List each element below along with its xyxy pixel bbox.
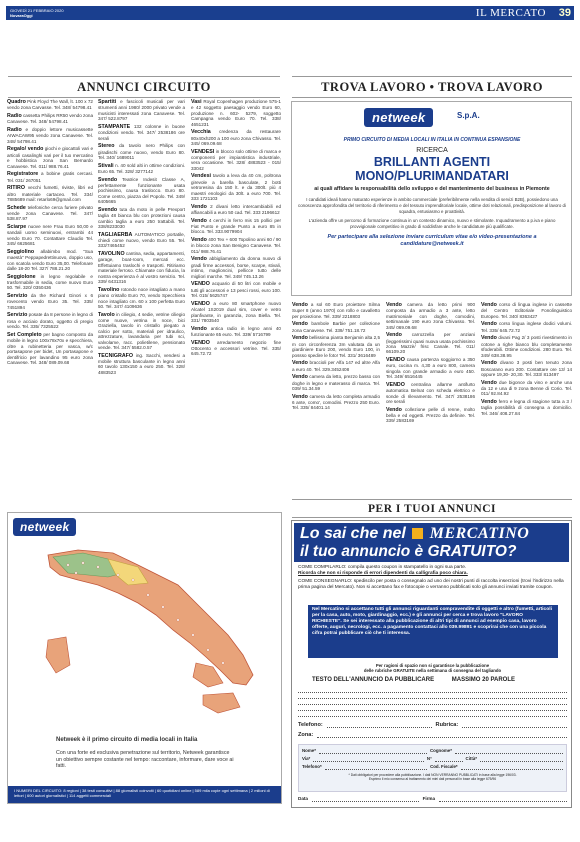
ad-text: due bigonce da vino e anche una da 12 e una di 9 zona Benne di Corio. Tel. 011/ 92.84.92 — [481, 379, 572, 397]
ad-heading: Vendo — [191, 256, 207, 263]
ad-text: camera da letto, prezzo basso con doghe in legno e materasso di marca. Tel. 039/ 51.34.59 — [292, 374, 380, 392]
firma-field[interactable] — [439, 796, 567, 802]
ad-heading: Spartiti — [98, 99, 117, 105]
ad-text: Royal Copenhagen produzione 575-1 e 42 soggetto paesaggio vendo Euro 60, produzione n. 602- 5279, soggetto Campagna vendo Euro 70. Tel. 338/ 4651231 — [191, 99, 281, 127]
classified-ad — [481, 399, 572, 416]
classified-ad — [98, 163, 185, 175]
privacy-note: * Dati obbligatori per procedere alla pubblicazione. I dati NON VERRANNO PUBBLICATI in base alla legge 196/03. Esprimo il mio consenso al trattamento dei miei dati personali in base alla legge 675/96 — [348, 773, 517, 781]
data-field[interactable] — [312, 796, 419, 802]
ad-text: 400 Tex + 600 Topolino anni 60 / 90 in blocco zona San Benigno Canavese. Tel. 011/ 988.76.41 — [191, 237, 281, 254]
header-date: GIOVEDÌ 21 FEBBRAIO 2020 — [10, 8, 64, 13]
title-trova-lavoro: TROVA LAVORO • TROVA LAVORO — [292, 80, 572, 95]
codice-fiscale-field[interactable] — [461, 764, 563, 770]
ad-text: causa partenza soggiorno a 350 euro, cucina m. 4,30 a euro 800, camera singola con grande armadio a euro 450. Tel. 349/ 6516445 — [386, 357, 475, 380]
telefono-2-field[interactable] — [325, 764, 427, 770]
title-annunci-circuito: ANNUNCI CIRCUITO — [8, 80, 280, 95]
classified-ad — [7, 185, 93, 202]
classified-ad — [7, 274, 93, 291]
job-body-1: I candidati ideali hanno maturato esperienze in ambito commerciale (preferibilmente nella vendita di servizi B2B), possiedono una conoscenza approfondita del territorio di riferimento e del tessuto imprenditoriale locale, ottime doti relazionali, predisposizione al lavoro di squadra, entusiasmo e proattività. — [298, 197, 566, 214]
ad-text: per bagno composto da mobile in legno 100x78x70x e specchiera, oltre a rubinetteria per vasca, w/c portasapone per bidet, Un portasapone e dentifricio per lavandino 95 euro zona Canavese. Tel. 348/ 089.09.68 — [7, 331, 94, 365]
ad-text: Teatrice Indesit Classe A, perfettamente funzionante usata pochissimo, causa traslocco. Euro 80. Come centro, piazza del Popolo. Tel. 349/ 6405665 — [98, 176, 185, 205]
nome-field[interactable] — [319, 748, 427, 754]
netweek-box — [7, 512, 282, 804]
promo-reminder: Ricorda che non si risponde di errori dipendenti da calligrafia poco chiara. — [298, 570, 468, 576]
promo-headline-1: Lo sai che nel MERCATINO — [300, 525, 530, 542]
classified-ad — [7, 332, 93, 365]
netweek-logo: netweek — [364, 108, 433, 127]
italy-map — [8, 545, 281, 727]
classified-ad — [292, 394, 380, 411]
classified-ad — [7, 127, 93, 144]
classified-ad — [7, 249, 93, 272]
ads-column-2 — [98, 99, 185, 507]
ad-heading: Vendo — [386, 406, 402, 413]
netweek-caption — [56, 737, 236, 770]
section-title: IL MERCATO — [475, 7, 546, 19]
ad-text: carrozzella per anziani (leggerissimi quasi nuova usata pochissimo zona Mazzè/ frisc Canale. Tel. 011/ 66109.20 — [386, 332, 475, 355]
rubrica-field[interactable] — [462, 722, 567, 728]
classified-ad — [191, 99, 281, 127]
ad-text: acquario di 50 litri con mobile e tutti gli accessori e 13 pesci rossi, euro 100. Tel. 015/ 5625747 — [191, 281, 281, 299]
ad-text: telefoniche cerca furiere privato vende zona Canavese. Tel. 347/ 538.87.97 — [7, 204, 93, 222]
page-number: 39 — [558, 7, 571, 19]
promo-how-to-fill: COME COMPILARLO: compila questo coupon in stampatello in ogni sua parte. — [298, 565, 467, 570]
ad-heading: Servizio — [7, 293, 28, 300]
rubrica-label: Rubrica: — [435, 722, 459, 728]
ad-text: antica radio in legno anni 40 funzionante 65 euro. Tel. 339/ 5716799 — [191, 325, 281, 337]
ad-text: tavolo a leva da 40 cm, poltrona girevole a barella basculate, 2 botti vetroresina da 150 lt. e da 300lt. più 4 maestri enologici da 30lt. a euro 700. Tel. 333 1721103 — [191, 173, 281, 202]
ads-column-1 — [7, 99, 93, 507]
ad-heading: Vendo — [292, 321, 308, 328]
classified-ad — [386, 407, 475, 424]
ad-heading: VENDESI — [191, 148, 215, 155]
classified-ad — [7, 224, 93, 247]
ad-heading: Vendo — [481, 399, 497, 406]
ad-text: in blocco solo ottime di marca e componenti per impiantistica industriale, vera occasione. Tel. 328/ 4883523 - 015/ 33042 — [191, 148, 281, 171]
ad-heading: Servizio — [7, 312, 28, 319]
ad-text: da the Richard Ginori x 6 rovecento vendo Euro 35. Tel. 335/ 7451894 — [7, 293, 93, 310]
classified-ad — [7, 312, 93, 329]
ad-heading: TECNIGRAFO — [98, 352, 134, 359]
job-tagline: PRIMO CIRCUITO DI MEDIA LOCALI IN ITALIA IN CONTINUA ESPANSIONE — [343, 137, 521, 143]
ads-column-4 — [292, 302, 380, 512]
ad-text: giochi e giocattoli vari e articoli casalinghi vari per il tuo mercatino e hobbistica zona San Bernardo Canavese. Tel. 011/ 988.76.41 — [7, 146, 94, 169]
ad-heading: Vendo — [191, 237, 207, 244]
ad-heading: Vasi — [191, 99, 202, 105]
promo-personal-data: Nome* Cognome* Via* N° Città* Telefono* Cod. Fiscale* * Dati obbligatori per procedere alla pubblicazione. I dati NON VERRANNO PUBBLICATI in base alla legge 196/03. Esprimo il mio consenso al trattamento dei miei dati personali in base alla legge 675/96 — [298, 744, 567, 792]
classified-ad — [98, 124, 185, 141]
ad-heading: Vendo — [292, 374, 308, 381]
classified-ad — [7, 171, 93, 183]
ad-heading: Vendo — [191, 325, 207, 332]
ad-heading: Schede — [7, 204, 26, 211]
ad-text: allabimbo mod. "Sua maestà" Peppapedrettinuovo, doppio uso, con scatola vendo Euro 35,00. Telefonare dalle 18-20 Tel. 327/ 788.21.20 — [7, 248, 93, 272]
classified-ad — [481, 321, 572, 333]
ad-heading: Vendesi — [191, 173, 212, 180]
header-brand: NovaraOggi — [10, 13, 33, 18]
ad-text: e doppio lettore musicassette AIWACAW95 vendo zona Canavese. Tel. 348/ 54798.41 — [7, 127, 93, 144]
classified-ad — [481, 302, 572, 319]
ad-heading: Set Completo — [7, 331, 42, 338]
ad-text: in legno regolabile e trasformabile in sedia, come nuovo Euro 50. Tel. 320/ 0350436 — [7, 273, 93, 291]
ad-text: corso di lingua inglese in cassette del Centro Editoriale Fonolinguistico Europeo. Tel. 340/ 8363427 — [481, 302, 572, 319]
ad-text: centralina allarme antifurto automatica Belnat con scheda elettrico e sonde di rilevamento. Tel. 347/ 2538186 ore serali — [386, 381, 475, 405]
classified-ad — [191, 237, 281, 254]
promo-coupon — [291, 520, 572, 808]
ads-column-6 — [481, 302, 572, 512]
classified-ad — [7, 146, 93, 169]
ad-heading: VENDO — [386, 381, 405, 388]
ad-text: divano 3 posti ben tenuto zona Boscarano euro 200. Contattare ore 13/ 14 oppure 19,30- 20,30. Tel. 333/ 813497 — [481, 360, 572, 378]
promo-sign-row: Data Firma — [298, 796, 567, 802]
ad-text: 4 cerchi in ferro mis 15 pollici per Fiat Punto e grande Punto a euro 85 in blocco. Tel. 333.9079904 — [191, 217, 281, 235]
classified-ad — [386, 302, 475, 330]
ad-text: e fascicoli musicali per vari strumenti anni 1980/ 2000 privato vende a musicisti interessati zona Canavese. Tel. 347/ 522.8797 — [98, 99, 185, 122]
job-ricerca: RICERCA — [416, 146, 448, 154]
promo-note: Per ragioni di spazio non si garantisce la pubblicazione delle rubriche GRATUITE nella settimana di consegna del tagliando — [363, 663, 502, 674]
classified-ad — [191, 218, 281, 235]
promo-instructions — [298, 565, 567, 591]
ad-text: cantina, sedia, appartamenti, garage, boat-room, mercati ecc. Effettuiamo traslochi e trasporti. Ritiriamo materiale ferroso. Chiamate con fiducia, la nostra esperienza è al vostro servizio. Tel. 339/ 6431316 — [98, 251, 185, 285]
classified-ad — [98, 99, 185, 122]
ad-heading: VENDO — [191, 339, 210, 346]
telefono-label: Telefono: — [298, 722, 323, 728]
classified-ad — [191, 340, 281, 357]
text-line[interactable] — [298, 711, 567, 717]
netweek-logo-small: netweek — [13, 518, 76, 536]
classified-ad — [7, 293, 93, 310]
ad-text: 132 colonne in buone condizioni vendo. Tel. 347/ 2538186 ore serali — [98, 123, 185, 141]
ad-heading: Stivali — [98, 162, 114, 169]
promo-text-lines[interactable] — [298, 687, 567, 717]
ad-heading: TAVOLINO — [98, 251, 125, 258]
classified-ad — [7, 99, 93, 111]
ad-heading: TAGLIAERBA — [98, 231, 133, 238]
promo-header — [294, 523, 569, 562]
netweek-caption-title: Netweek è il primo circuito di media locali in Italia — [56, 737, 198, 743]
classified-ad — [481, 335, 572, 358]
ad-heading: Vendo — [481, 379, 497, 386]
classified-ad — [191, 301, 281, 324]
ad-text: a euro 80 smartphone nuovo Alcatel 1S2019 dual sim, cover e vetro planfivante, in garanzia, zona Biella. Tel. 331/ 7803540 — [191, 300, 281, 323]
netweek-caption-text: Con una forte ed esclusiva penetrazione sul territorio, Netweek garantisce un obiettivo sempre costante nel tempo: raccontare, informare, dare voce ai fatti. — [56, 750, 234, 770]
ad-text: ing. Sacchi, vendesi a mobile struttura basculante in legno anni 60 tavolo 130x150 a euro 250. Tel. 328/ 4883523 — [98, 352, 185, 375]
numero-field[interactable] — [435, 756, 463, 762]
ad-heading: STAMPANTE — [98, 123, 131, 130]
classified-ad — [98, 287, 185, 310]
via-field[interactable] — [313, 756, 424, 762]
ad-text: 2 divani letto intercambiabili ed affiancabili a euro 50 cad. Tel. 333 2196612 — [191, 203, 281, 216]
citta-field[interactable] — [480, 756, 563, 762]
ad-heading: Vendo — [191, 217, 207, 224]
ad-text: camera da letto completa armadio 6 ante, como', comodini. Prezzo 250 Euro. Tel. 335/ 84401.14 — [292, 393, 380, 411]
classified-ad — [292, 335, 380, 358]
ad-text: tuta da moto in pelle Prexport taglia 48 bianca blu con protezioni causa cambio taglia a euro 250 trattabili. Tel. 338/8233030 — [98, 206, 185, 230]
classified-ad — [191, 149, 281, 172]
ad-text: rotondo noce intagliato a mano piano cristallo Euro 70, vendo Specchiera noce intagliato cm. 60 x 100 perfetta Euro 50. Tel. 347/ 4109636 — [98, 286, 185, 309]
promo-contact-fields — [298, 722, 567, 738]
ad-text: n. 40 sold alti in ottime condizioni. Euro 65. Tel. 328/ 3277142 — [98, 162, 185, 175]
promo-square-icon — [412, 528, 423, 539]
ad-heading: VENDO — [191, 300, 210, 307]
ad-text: braccioli per Alfa 147 ed altre Alfa a euro 40. Tel. 329.3452408 — [292, 360, 380, 372]
ad-heading: Seggiolone — [7, 273, 36, 280]
job-headline-2: MONO/PLURIMANDATARI — [355, 169, 509, 184]
ad-heading: Tavolino — [98, 286, 120, 293]
netweek-footer: I NUMERI DEL CIRCUITO: 8 regioni | 38 testi consultivi | 88 giornalisti coinvolti | 60 quotidiani online | 589 mila copie ogni settimana | 2 milioni di lettori | 600 autori giornalistici | 114 aggetti commerciali — [8, 786, 281, 803]
promo-how-to-send: COME CONSEGNARLO: spediscilo per posta o consegnalo ad uno dei nostri punti di raccolta inserzioni (trovi l'indirizzo nella prima pagina del Mercato). Non si accettano fax e fotocopie o verranno pubblicati solo gli annunci inviati tramite coupon. — [298, 578, 564, 590]
job-cta[interactable]: Per partecipare alla selezione inviare curriculum vitae e/o video-presentazione a candidature@netweek.it — [327, 234, 537, 247]
ad-text: divani Pag 2/ 3 posti rivestimento in cotone a righe bianco blu completamente sfoderabili. Ottime condizioni. 280 Euro. Tel. 349/ 638.38.95 — [481, 335, 572, 358]
promo-text-label: TESTO DELL'ANNUNCIO DA PUBBLICARE MASSIMO 20 PAROLE — [312, 677, 516, 683]
classified-ad — [386, 357, 475, 380]
ad-heading: Svendo — [98, 206, 118, 213]
classified-ad — [481, 360, 572, 377]
classified-ad — [191, 326, 281, 338]
classified-ad — [98, 207, 185, 230]
classified-ad — [98, 251, 185, 284]
zona-label: Zona: — [298, 732, 314, 738]
ad-heading: Radio — [7, 127, 22, 133]
zona-field[interactable] — [317, 732, 567, 738]
promo-headline-2: il tuo annuncio è GRATUITO? — [300, 543, 517, 560]
ad-text: credenza da restaurare 80x40xh200 a 100 euro zona Chivasso. Tel. 345/ 069.09.68 — [191, 129, 281, 147]
ad-heading: Vendo — [292, 335, 308, 342]
page-header — [6, 6, 574, 20]
ad-heading: Tavolo — [98, 311, 115, 318]
job-ad — [291, 101, 572, 296]
ad-heading: Registratore — [7, 171, 39, 178]
classified-ad — [191, 129, 281, 146]
classified-ad — [98, 312, 185, 351]
ad-text: AUTOMATICO portatile, chiedi come nuovo, vendo Euro 55. Tel. 333/7465452 — [98, 231, 185, 249]
ad-heading: Svendo — [98, 176, 118, 183]
ad-text: da tavolo nero Philips con giradischi come nuovo, vendo Euro 80. Tel. 340/ 1689011 — [98, 143, 185, 161]
ad-heading: Vendo — [191, 203, 207, 210]
ad-heading: RITIRO — [7, 185, 25, 192]
ad-heading: Seggiolino — [7, 248, 35, 255]
ads-column-3 — [191, 99, 281, 507]
classified-ad — [7, 113, 93, 125]
ad-heading: VENDO — [191, 281, 210, 288]
ad-heading: Quadro — [7, 99, 26, 105]
ad-text: a sol 60 Euro proiettore Silma Super 8 (anno 1970) con rollo e cavalletto per proiezione. Tel. 339/ 2218803 — [292, 302, 380, 319]
ad-heading: Vendo — [386, 302, 402, 308]
classified-ad — [98, 353, 185, 376]
classified-ad — [191, 173, 281, 201]
classified-ad — [98, 143, 185, 160]
classified-ad — [292, 302, 380, 319]
classified-ad — [7, 205, 93, 222]
ad-text: collezione pelle di renne, molto bella e ed eggetti. Prezzo da definire. Tel. 339/ 2583169 — [386, 406, 475, 424]
ads-column-5 — [386, 302, 475, 512]
ad-text: ferro e legna di stagione tutta a 3 / taglia possibilità di consegna a domicilio. Tel. 346/ 408.27.84 — [481, 399, 572, 416]
ad-text: corso lingua inglese dodici volumi. Tel. 335/ 645.72.72 — [481, 321, 572, 333]
ad-heading: Sciarpe — [7, 224, 27, 231]
ad-text: nuove nere Frau Euro 50,00 e sandali uomo seminuovi, entrambi 44 vendo Euro 70. Contattare Claudio Tel. 345/ 6625681 — [7, 224, 93, 247]
ad-text: posate da 8 persone in legno di rosa e acciaio dorato, oggetto di pregio vendo. Tel. 335/ 7325522 — [7, 312, 93, 330]
ad-text: vecchi fumetti, riviste, libri ed altro materiale cartaceo. Tel. 334/ 7885689 mail: retarlo69@gmail.com — [7, 185, 93, 203]
ad-heading: Regalo/ vendo — [7, 146, 44, 153]
classified-ad — [386, 332, 475, 355]
classified-ad — [98, 177, 185, 205]
ad-text: camera da letto primi 900 composta da armadio a 3 ante, letto matrimoniale con doghe, comodini, settimanale 190 euro zona Chivasso. Tel. 345/ 069.09.68 — [386, 302, 475, 330]
job-subtitle: ai quali affidare la responsabilità dello sviluppo e del mantenimento del business in Piemonte — [314, 186, 550, 193]
classified-ad — [98, 232, 185, 249]
ad-text: a bobine gratis cercasi. Tel. 031/ 267051 — [7, 171, 93, 183]
classified-ad — [386, 382, 475, 405]
title-per-i-tuoi-annunci: PER I TUOI ANNUNCI — [292, 503, 572, 515]
ad-text: Pink Floyd The Wall, lt. 100 x 72 vendo zona Carvasse. Tel. 348/ 54798.41 — [7, 99, 93, 111]
ad-text: abbigliamento da donna nuovo di gradi firme accessori, borse, scarpe, stivali, intimo, maglioncini, pellicce tutto delle migliori marche. Tel. 349/ 745.13.26 — [191, 256, 281, 279]
classified-ad — [292, 374, 380, 391]
ad-text: arredamento negozio fine Ottocento e accessori vetrine. Tel. 335/ 645.72.72 — [191, 339, 281, 357]
ad-heading: Vendo — [481, 335, 497, 342]
job-headline-1: BRILLANTI AGENTI — [373, 155, 491, 170]
job-body-2: L'azienda offre un percorso di formazione continua in un contesto dinamico, nuovo e stimolante. Inquadramento a p.iva e piano provvigionale competitivo in grado di soddisfare anche le candidature più qualificate. — [308, 218, 556, 229]
telefono-field[interactable] — [327, 722, 432, 728]
ad-heading: Vendo — [481, 302, 497, 308]
ad-heading: Vendo — [292, 360, 308, 367]
cognome-field[interactable] — [455, 748, 563, 754]
ad-heading: Vendo — [481, 360, 497, 367]
promo-info-box: Nel Mercatino si accettano tutti gli annunci riguardanti compravendite di oggetti e altro (fumetti, articoli per la casa, auto, moto, giardinaggio, ecc.) e gli annunci per cerca e trova lavoro "LAVORO RICHIESTE". Se sei interessato alla pubblicazione di altri tipi di annunci ad esempio casa, lavoro offerte, auguri, necrologi, ecc. a pagamento contattaci allo 039.99891 e scoprirai che con una piccola cifra potrai pubblicare ciò che ti interessa. — [308, 605, 558, 658]
classified-ad — [481, 380, 572, 397]
classified-ad — [292, 321, 380, 333]
ad-text: bambole Barbie per collezione zona Canavese. Tel. 339/ 751.18.72 — [292, 321, 380, 333]
ad-text: bellissima pianta Benjamin alta 2,5 m con circonferenza 3m valutata da un giardiniere Euro 200, vendo Euro 100, in possso spedire le foto! Tel. 331/ 3616489 — [292, 335, 380, 358]
classified-ad — [191, 204, 281, 216]
ad-heading: Vendo — [292, 302, 308, 308]
ad-heading: Vendo — [481, 321, 497, 328]
classified-ad — [191, 256, 281, 279]
logo-suffix: S.p.A. — [457, 111, 480, 120]
ad-heading: VENDO — [386, 357, 405, 364]
ad-heading: Vendo — [292, 393, 308, 400]
ad-heading: Vecchia — [191, 129, 211, 136]
ad-heading: Vendo — [386, 332, 402, 339]
classified-ad — [292, 360, 380, 372]
ad-text: in ciliegio, 4 sedie, vetrine ciliegio come nuove, vetrina in noce, bici Graziella, tavolo in cristallo piegato a calcio per sotto, materiali per idraulico, attrezzature, lavandaria per tubi sci, valvolame, racc. polietilene, pensionato vende. Tel. 347/ 5582.0.57 — [98, 311, 185, 350]
ad-heading: Stereo — [98, 143, 115, 150]
ad-text: cassetta Philips RR50 vendo zona Canavese. Tel. 348/ 54798.41 — [7, 113, 93, 125]
classified-ad — [191, 281, 281, 298]
ad-heading: Radio — [7, 113, 22, 119]
